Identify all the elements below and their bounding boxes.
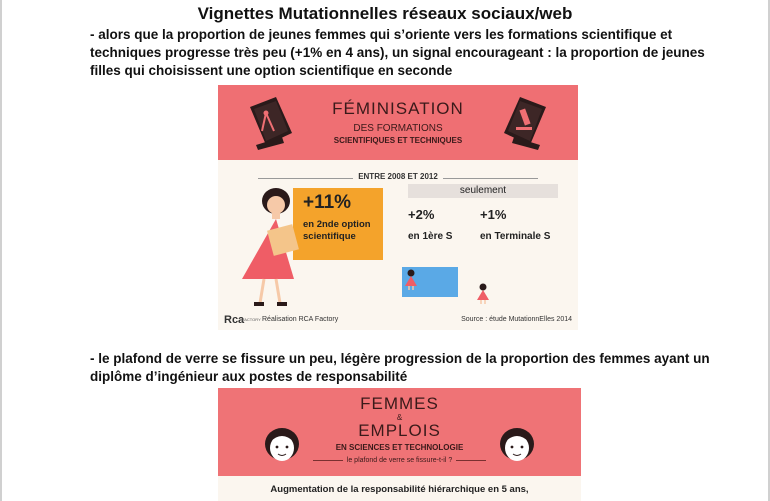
infographic2-tagline: le plafond de verre se fissure-t-il ? — [218, 457, 581, 464]
rca-logo-small: FACTORY — [242, 317, 261, 322]
label-1ere: en 1ère S — [408, 231, 453, 242]
percentage-terminale: +1% — [480, 207, 507, 222]
source-text: Source : étude MutationnElles 2014 — [461, 316, 572, 323]
main-label: en 2nde option scientifique — [303, 219, 371, 242]
infographic2-subtitle: EN SCIENCES ET TECHNOLOGIE — [335, 443, 464, 452]
infographic2-caption: Augmentation de la responsabilité hiérarchique en 5 ans, — [270, 484, 529, 495]
main-percentage: +11% — [303, 192, 352, 213]
infographic-femmes-emplois — [218, 388, 581, 501]
infographic-subtitle: DES FORMATIONS — [353, 123, 443, 134]
page-edge-left — [0, 0, 2, 501]
infographic-title: FÉMINISATION — [332, 99, 464, 118]
paragraph-plafond: - le plafond de verre se fissure un peu, légère progression de la proportion des femmes ayant un diplôme d’ingénieur aux postes de responsabilité — [90, 351, 710, 384]
rca-logo: Rca — [224, 314, 245, 326]
infographic2-ampersand: & — [396, 413, 403, 422]
infographic-subtitle-2: SCIENTIFIQUES ET TECHNIQUES — [333, 136, 463, 145]
percentage-1ere: +2% — [408, 207, 435, 222]
mini-girl-icon — [476, 283, 490, 305]
period-label: ENTRE 2008 ET 2012 — [218, 172, 578, 181]
infographic2-title: FEMMES — [360, 394, 439, 413]
seulement-label: seulement — [408, 184, 558, 198]
paragraph-orientation: - alors que la proportion de jeunes femmes qui s’oriente vers les formations scientifique et techniques progresse très peu (+1% en 4 ans), un signal encourageant : la proportion de jeunes filles qui choisissent une option scientifique en seconde — [90, 27, 705, 78]
infographic-feminisation — [218, 85, 578, 330]
infographic-banner — [218, 85, 578, 160]
infographic2-title-2: EMPLOIS — [358, 421, 441, 440]
credit-text: Réalisation RCA Factory — [262, 316, 339, 323]
mini-girl-icon — [404, 269, 418, 291]
page-title: Vignettes Mutationnelles réseaux sociaux/web — [197, 4, 573, 23]
label-terminale: en Terminale S — [480, 231, 551, 242]
